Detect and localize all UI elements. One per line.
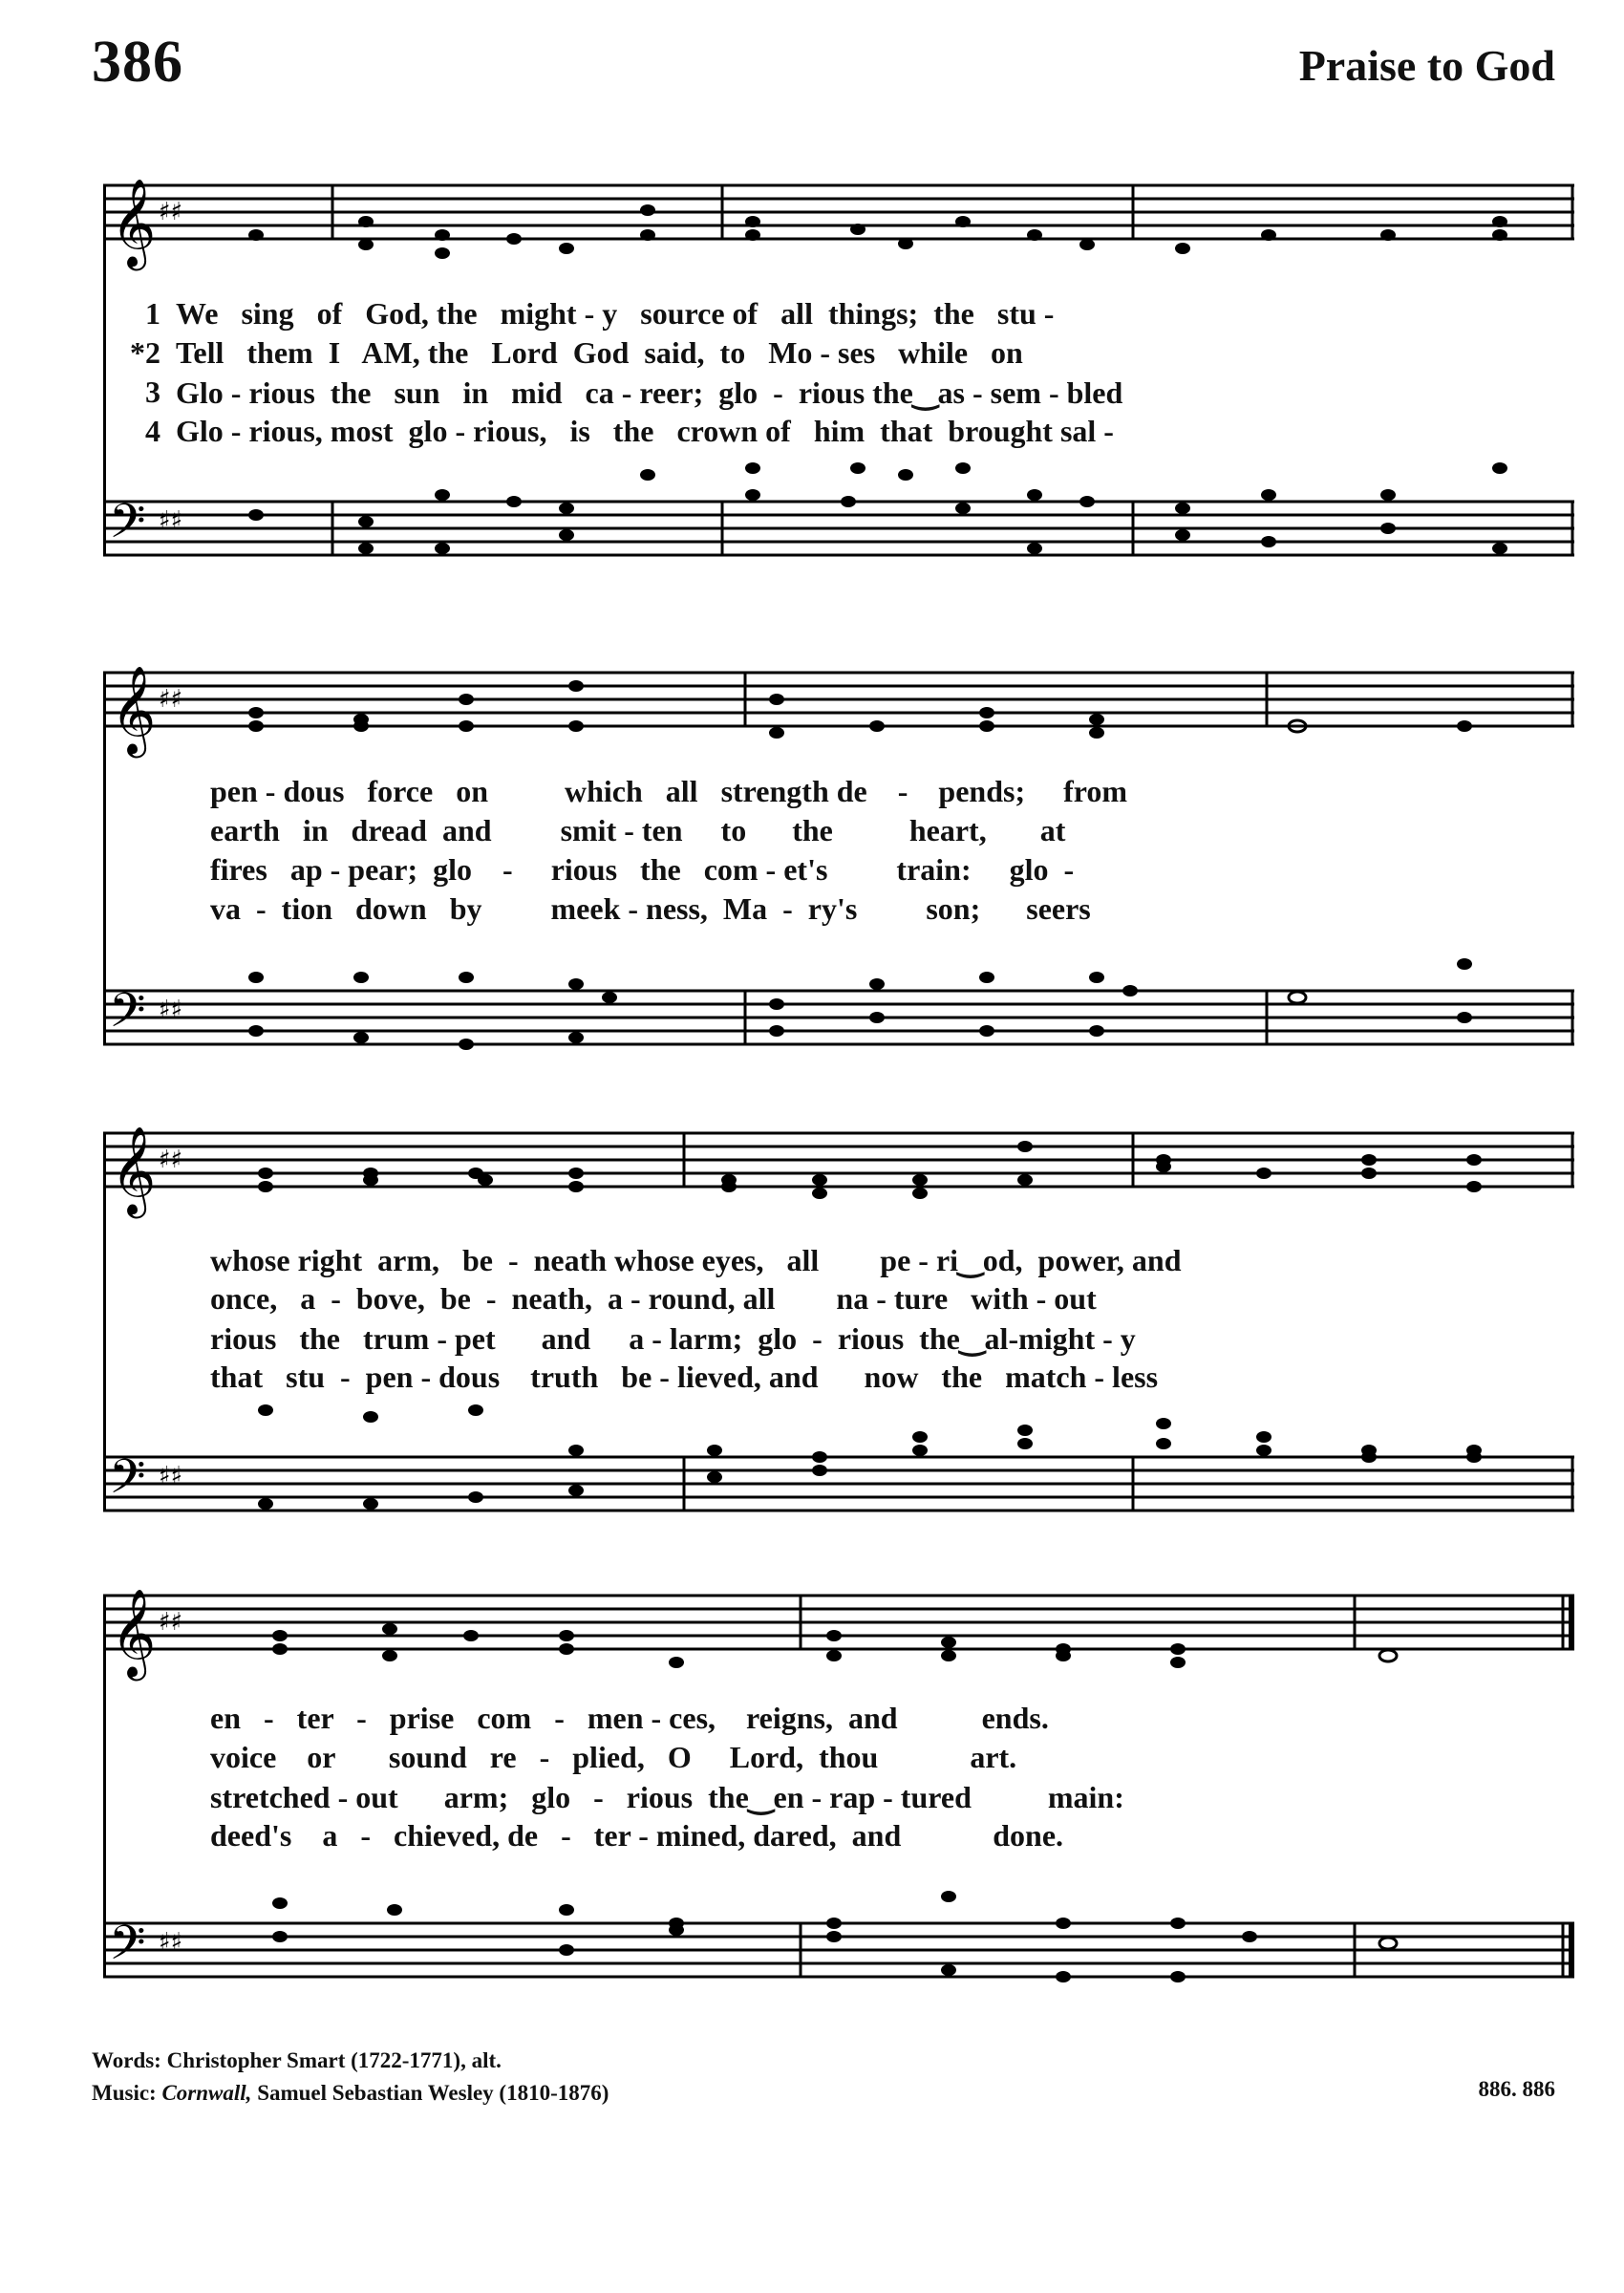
lyric-line-verse-2 — [103, 335, 1574, 374]
verse-number: 1 — [145, 296, 160, 331]
hymn-credits — [92, 2045, 609, 2110]
lyric-line-verse-1 — [103, 1701, 1574, 1739]
verse-number: 4 — [145, 414, 160, 448]
music-system-4 — [103, 1557, 1574, 1997]
svg-text:♯♯: ♯♯ — [159, 198, 183, 226]
music-composer: Samuel Sebastian Wesley (1810-1876) — [257, 2081, 609, 2105]
svg-text:♯♯: ♯♯ — [159, 996, 183, 1024]
lyric-text: stretched - out arm; glo - rious the‿en - rap - tured main: — [210, 1780, 1124, 1814]
words-author: Christopher Smart (1722-1771), alt. — [166, 2048, 502, 2072]
bass-clef-icon: 𝄢 — [109, 1916, 146, 1982]
lyric-line-verse-4 — [103, 891, 1574, 930]
meter: 886. 886 — [1478, 2077, 1555, 2101]
lyric-text: once, a - bove, be - neath, a - round, all na - ture with - out — [210, 1281, 1097, 1316]
music-credit — [92, 2077, 609, 2110]
music-system-2 — [103, 631, 1574, 1070]
treble-clef-icon: 𝄞 — [111, 1588, 157, 1677]
svg-text:♯♯: ♯♯ — [159, 1146, 183, 1174]
verse-number: 3 — [145, 375, 160, 409]
treble-clef-icon: 𝄞 — [111, 665, 157, 754]
lyric-text: Glo - rious, most glo - rious, is the crown of him that brought sal - — [176, 414, 1114, 448]
treble-clef-icon: 𝄞 — [111, 1125, 157, 1214]
lyric-line-verse-2 — [103, 1740, 1574, 1778]
lyric-text: va - tion down by meek - ness, Ma - ry's son; seers — [210, 891, 1091, 926]
lyric-line-verse-1 — [103, 296, 1574, 334]
lyric-text: fires ap - pear; glo - rious the com - et's train: glo - — [210, 852, 1075, 887]
lyric-text: pen - dous force on which all strength de - pends; from — [210, 774, 1128, 808]
bass-clef-icon: 𝄢 — [109, 1449, 146, 1516]
lyric-line-verse-3 — [103, 852, 1574, 890]
music-system-1 — [103, 162, 1574, 602]
lyric-line-verse-3 — [103, 1779, 1574, 1817]
svg-text:♯♯: ♯♯ — [159, 1608, 183, 1637]
lyric-line-verse-2 — [103, 813, 1574, 851]
music-system-3 — [103, 1099, 1574, 1538]
tune-name: Cornwall, — [161, 2081, 252, 2105]
lyric-line-verse-4 — [103, 1818, 1574, 1856]
lyric-line-verse-3 — [103, 375, 1574, 413]
lyric-line-verse-4 — [103, 414, 1574, 452]
treble-clef-icon: 𝄞 — [111, 178, 157, 267]
lyric-text: en - ter - prise com - men - ces, reigns, and ends. — [210, 1701, 1049, 1735]
svg-text:♯♯: ♯♯ — [159, 1462, 183, 1490]
lyric-line-verse-1 — [103, 774, 1574, 812]
lyric-line-verse-4 — [103, 1360, 1574, 1398]
words-credit — [92, 2045, 609, 2077]
hymn-number: 386 — [92, 30, 183, 95]
lyric-text: earth in dread and smit - ten to the heart, at — [210, 813, 1066, 847]
lyric-line-verse-3 — [103, 1320, 1574, 1359]
lyric-text: that stu - pen - dous truth be - lieved, and now the match - less — [210, 1360, 1159, 1394]
lyric-text: whose right arm, be - neath whose eyes, all pe - ri‿od, power, and — [210, 1243, 1182, 1277]
bass-clef-icon: 𝄢 — [109, 983, 146, 1050]
lyric-line-verse-1 — [103, 1242, 1574, 1280]
words-label: Words: — [92, 2048, 161, 2072]
lyric-text: We sing of God, the might - y source of all things; the stu - — [176, 296, 1055, 331]
lyric-text: deed's a - chieved, de - ter - mined, dared, and done. — [210, 1818, 1064, 1853]
svg-text:♯♯: ♯♯ — [159, 506, 183, 535]
lyric-text: Glo - rious the sun in mid ca - reer; glo - rious the‿as - sem - bled — [176, 375, 1123, 410]
lyric-line-verse-2 — [103, 1281, 1574, 1319]
svg-text:♯♯: ♯♯ — [159, 1928, 183, 1957]
hymn-category: Praise to God — [1298, 41, 1555, 90]
verse-number: *2 — [130, 335, 160, 370]
lyric-text: rious the trum - pet and a - larm; glo - rious the‿al-might - y — [210, 1321, 1136, 1356]
lyric-text: voice or sound re - plied, O Lord, thou art. — [210, 1740, 1017, 1774]
music-label: Music: — [92, 2081, 157, 2105]
bass-clef-icon: 𝄢 — [109, 494, 146, 561]
lyric-text: Tell them I AM, the Lord God said, to Mo - ses while on — [176, 335, 1023, 370]
svg-text:♯♯: ♯♯ — [159, 685, 183, 714]
